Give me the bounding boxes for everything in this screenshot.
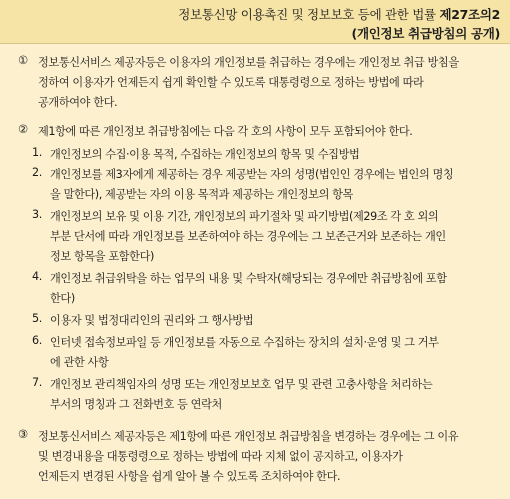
- item-number: 1.: [32, 146, 42, 159]
- item-line: 에 관한 사항: [50, 356, 109, 369]
- article-subtitle: [352, 24, 500, 42]
- paragraph-line: 정하여 이용자가 언제든지 쉽게 확인할 수 있도록 대통령령으로 정하는 방법에 따라: [38, 76, 424, 89]
- item-line: 개인정보 관리책임자의 성명 또는 개인정보보호 업무 및 관련 고충사항을 처리하는: [50, 378, 433, 391]
- paragraph-line: 및 변경내용을 대통령령으로 정하는 방법에 따라 지체 없이 공지하고, 이용자가: [38, 450, 403, 463]
- item-line: 개인정보의 수집·이용 목적, 수집하는 개인정보의 항목 및 수집방법: [50, 148, 360, 161]
- paragraph-line: 제1항에 따른 개인정보 취급방침에는 다음 각 호의 사항이 모두 포함되어야 한다.: [38, 125, 413, 138]
- paragraph-line: 정보통신서비스 제공자등은 이용자의 개인정보를 취급하는 경우에는 개인정보 취급 방침을: [38, 56, 459, 69]
- law-title-text: 정보통신망 이용촉진 및 정보보호 등에 관한 법률: [178, 7, 440, 22]
- item-line: 한다): [50, 292, 75, 305]
- item-line: 개인정보를 제3자에게 제공하는 경우 제공받는 자의 성명(법인인 경우에는 법인의 명칭: [50, 168, 454, 181]
- law-title: [178, 5, 500, 23]
- item-line: 부서의 명칭과 그 전화번호 등 연락처: [50, 398, 222, 411]
- item-line: 부분 단서에 따라 개인정보를 보존하여야 하는 경우에는 그 보존근거와 보존하는 개인: [50, 230, 446, 243]
- item-number: 5.: [32, 312, 42, 325]
- paragraph-number: ①: [18, 54, 28, 67]
- item-number: 7.: [32, 376, 42, 389]
- item-line: 인터넷 접속정보파일 등 개인정보를 자동으로 수집하는 장치의 설치·운영 및 그 거부: [50, 336, 439, 349]
- law-article-number: 제27조의2: [439, 7, 500, 22]
- item-line: 이용자 및 법정대리인의 권리와 그 행사방법: [50, 314, 254, 327]
- paragraph-number: ③: [18, 428, 28, 441]
- item-number: 6.: [32, 334, 42, 347]
- item-line: 정보 항목을 포함한다): [50, 250, 154, 263]
- item-number: 2.: [32, 166, 42, 179]
- item-line: 개인정보 취급위탁을 하는 업무의 내용 및 수탁자(해당되는 경우에만 취급방침에 포함: [50, 272, 447, 285]
- item-number: 3.: [32, 208, 42, 221]
- paragraph-line: 정보통신서비스 제공자등은 제1항에 따른 개인정보 취급방침을 변경하는 경우에는 그 이유: [38, 430, 459, 443]
- header-bar: [0, 0, 510, 44]
- paragraph-line: 언제든지 변경된 사항을 쉽게 알아 볼 수 있도록 조치하여야 한다.: [38, 470, 341, 483]
- item-line: 개인정보의 보유 및 이용 기간, 개인정보의 파기절차 및 파기방법(제29조 각 호 외의: [50, 210, 439, 223]
- article-subtitle-text: (개인정보 취급방침의 공개): [351, 26, 500, 41]
- item-line: 을 말한다), 제공받는 자의 이용 목적과 제공하는 개인정보의 항목: [50, 188, 353, 201]
- paragraph-line: 공개하여야 한다.: [38, 96, 118, 109]
- item-number: 4.: [32, 270, 42, 283]
- paragraph-number: ②: [18, 123, 28, 136]
